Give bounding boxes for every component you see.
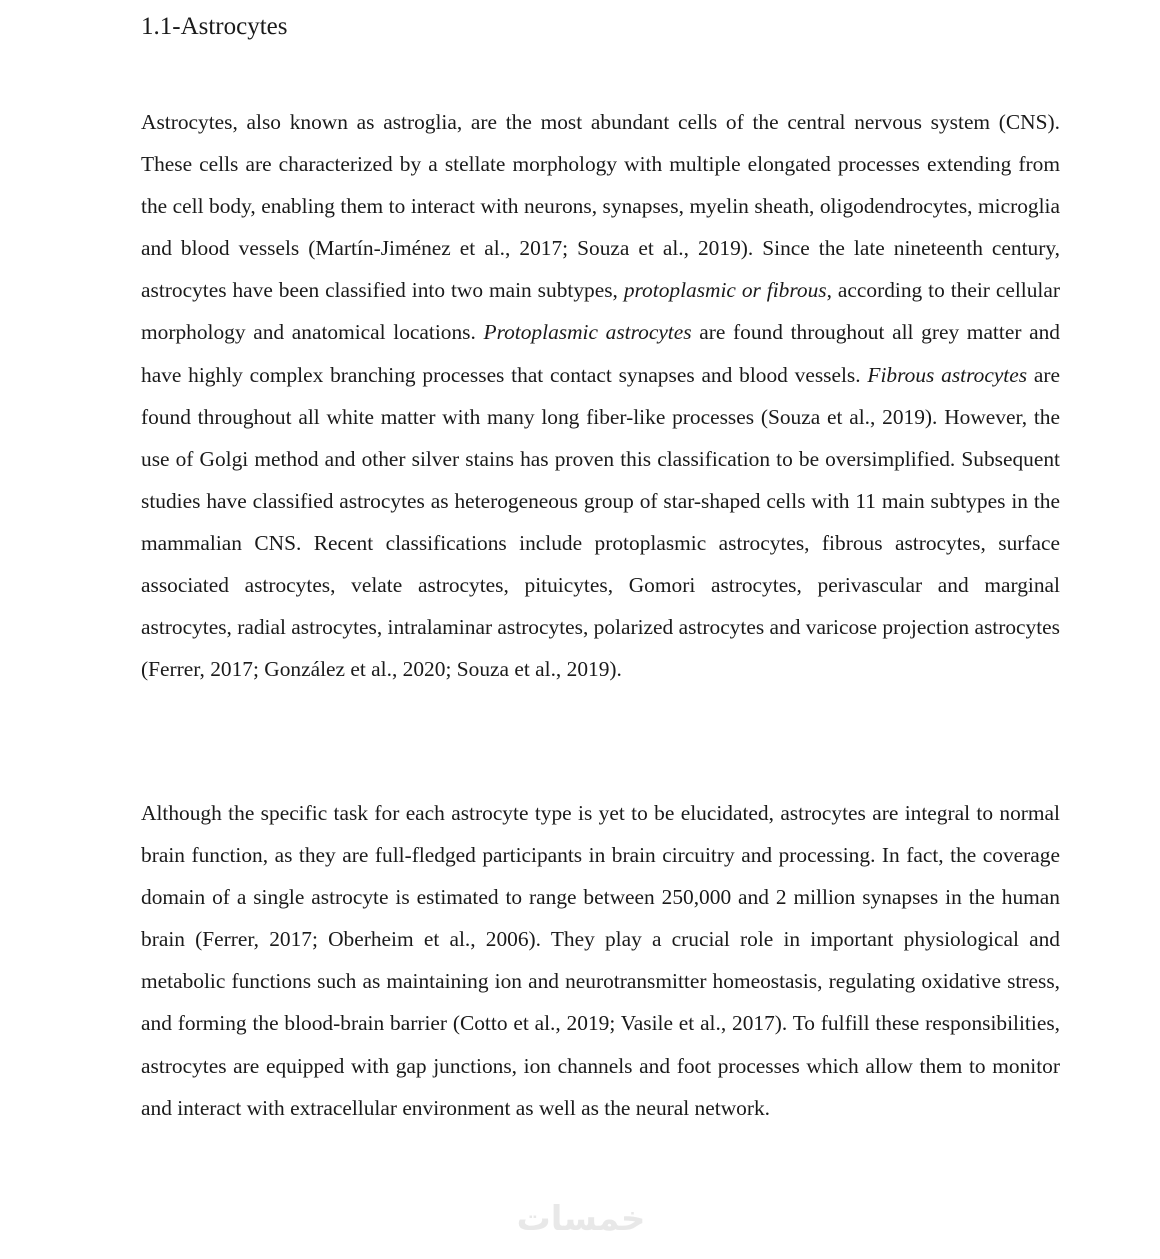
paragraph-astrocyte-overview — [141, 101, 1060, 690]
italic-term: Protoplasmic astrocytes — [483, 320, 692, 345]
paragraph-text-segment: are found throughout all white matter with many long fiber-like processes (Souza et al., 2019). However, the use of Golgi method and other silver stains has proven this classification to be oversimplified. Subsequent studies have classified astrocytes as heterogeneous group of star-shaped cells with 11 main subtypes in the mammalian CNS. Recent classifications include protoplasmic astrocytes, fibrous astrocytes, surface associated astrocytes, velate astrocytes, pituicytes, Gomori astrocytes, perivascular and marginal astrocytes, radial astrocytes, intralaminar astrocytes, polarized astrocytes and varicose projection astrocytes (Ferrer, 2017; González et al., 2020; Souza et al., 2019). — [141, 362, 1060, 682]
section-heading: 1.1-Astrocytes — [141, 13, 288, 40]
watermark-logo: خمسات — [516, 1199, 646, 1239]
italic-term: protoplasmic or fibrous — [623, 278, 827, 303]
paragraph-astrocyte-function: Although the specific task for each astrocyte type is yet to be elucidated, astrocytes are integral to normal brain function, as they are full-fledged participants in brain circuitry and processing. In fact, the coverage domain of a single astrocyte is estimated to range between 250,000 and 2 million synapses in the human brain (Ferrer, 2017; Oberheim et al., 2006). They play a crucial role in important physiological and metabolic functions such as maintaining ion and neurotransmitter homeostasis, regulating oxidative stress, and forming the blood-brain barrier (Cotto et al., 2019; Vasile et al., 2017). To fulfill these responsibilities, astrocytes are equipped with gap junctions, ion channels and foot processes which allow them to monitor and interact with extracellular environment as well as the neural network. — [141, 801, 1060, 1120]
italic-term: Fibrous astrocytes — [867, 362, 1028, 387]
paragraph-text-segment: Astrocytes, also known as astroglia, are the most abundant cells of the central nervous system (CNS). These cells are characterized by a stellate morphology with multiple elongated processes extending from the cell body, enabling them to interact with neurons, synapses, myelin sheath, oligodendrocytes, microglia and blood vessels (Martín-Jiménez et al., 2017; Souza et al., 2019). Since the late nineteenth century, astrocytes have been classified into two main subtypes, — [141, 110, 1060, 303]
paragraph-text-segment: , according to their cellular morphology and anatomical locations. — [141, 278, 1060, 345]
paragraph-text-segment: are found throughout all grey matter and have highly complex branching processes that contact synapses and blood vessels. — [141, 320, 1060, 387]
